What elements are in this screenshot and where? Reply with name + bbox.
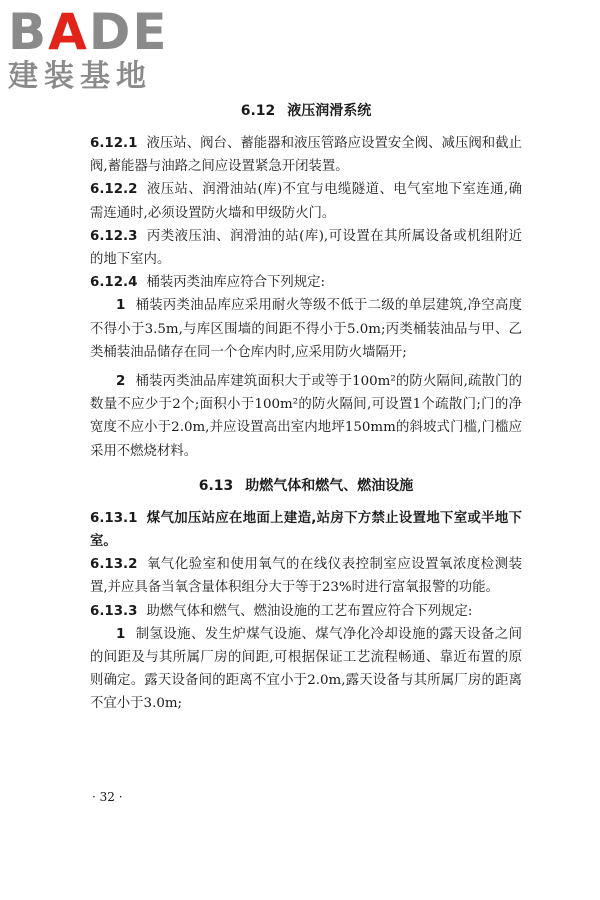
item-number: 1 — [116, 626, 126, 642]
clause-number: 6.12.2 — [90, 182, 138, 198]
document-page — [90, 98, 522, 716]
brand-logo — [8, 3, 178, 94]
clause-number: 6.12.4 — [90, 275, 138, 291]
section-number: 6.12 — [240, 103, 276, 119]
section-title — [90, 473, 522, 499]
item-text: 制氢设施、发生炉煤气设施、煤气净化冷却设施的露天设备之间的间距及与其所属厂房的间距,可根据保证工艺流程畅通、靠近布置的原则确定。露天设备间的距离不宜小于2.0m,露天设备与其所属厂房的距离不宜小于3.0m; — [90, 626, 522, 712]
clause — [90, 132, 522, 178]
brand-subtitle: 建装基地 — [8, 59, 152, 94]
section-number: 6.13 — [198, 477, 234, 494]
clause-number: 6.12.1 — [90, 136, 138, 151]
clause-text: 丙类液压油、润滑油的站(库),可设置在其所属设备或机组附近的地下室内。 — [90, 228, 522, 268]
page-number: · 32 · — [92, 790, 123, 804]
clause — [90, 225, 522, 271]
clause — [90, 271, 522, 294]
clause — [90, 600, 522, 623]
item-number: 2 — [116, 374, 126, 390]
section-title-text: 液压润滑系统 — [287, 103, 372, 119]
clause-text: 液压站、润滑油站(库)不宜与电缆隧道、电气室地下室连通,确需连通时,必须设置防火墙和甲级防火门。 — [90, 182, 522, 221]
clause-text: 煤气加压站应在地面上建造,站房下方禁止设置地下室或半地下室。 — [90, 510, 522, 550]
list-item — [90, 294, 522, 364]
clause-number: 6.13.2 — [90, 557, 138, 573]
list-item — [90, 623, 522, 716]
clause — [90, 507, 522, 553]
clause-number: 6.13.1 — [90, 510, 138, 526]
clause — [90, 553, 522, 599]
list-item — [90, 370, 522, 463]
clause-text: 氧气化验室和使用氧气的在线仪表控制室应设置氧浓度检测装置,并应具备当氧含量体积组分大于等于23%时进行富氧报警的功能。 — [90, 557, 522, 596]
clause-text: 助燃气体和燃气、燃油设施的工艺布置应符合下列规定: — [146, 603, 473, 619]
section-title — [90, 98, 522, 124]
clause-number: 6.13.3 — [90, 603, 138, 619]
section-title-text: 助燃气体和燃气、燃油设施 — [245, 477, 414, 494]
brand-wordmark: BADE — [8, 3, 169, 61]
clause-text: 桶装丙类油库应符合下列规定: — [146, 275, 326, 291]
item-number: 1 — [116, 298, 126, 314]
item-text: 桶装丙类油品库应采用耐火等级不低于二级的单层建筑,净空高度不得小于3.5m,与库区围墙的间距不得小于5.0m;丙类桶装油品与甲、乙类桶装油品储存在同一个仓库内时,应采用防火墙隔开; — [90, 298, 522, 360]
clause — [90, 178, 522, 224]
item-text: 桶装丙类油品库建筑面积大于或等于100m²的防火隔间,疏散门的数量不应少于2个;面积小于100m²的防火隔间,可设置1个疏散门;门的净宽度不应小于2.0m,并应设置高出室内地坪150mm的斜坡式门槛,门槛应采用不燃烧材料。 — [90, 374, 522, 459]
clause-number: 6.12.3 — [90, 228, 138, 244]
clause-text: 液压站、阀台、蓄能器和液压管路应设置安全阀、减压阀和截止阀,蓄能器与油路之间应设置紧急开闭装置。 — [90, 136, 522, 175]
